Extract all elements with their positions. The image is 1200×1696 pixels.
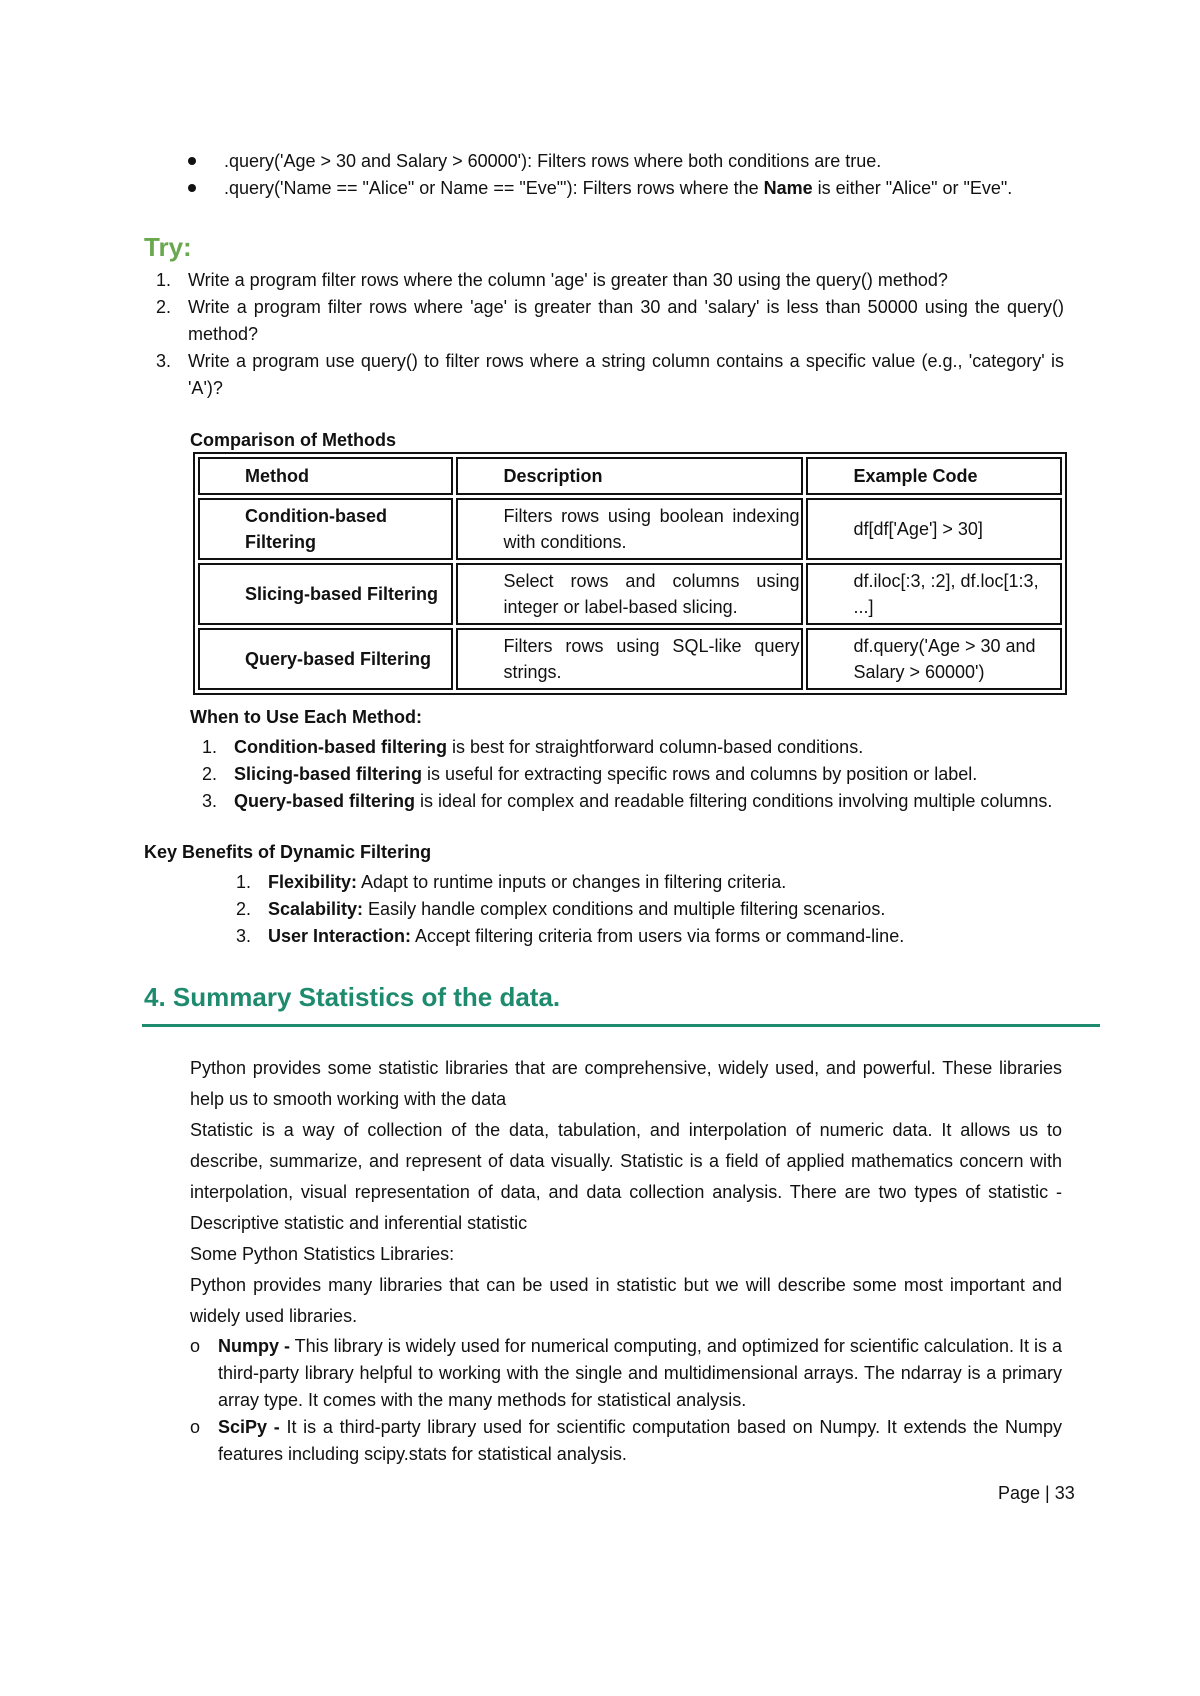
bullet-dot [188, 157, 196, 165]
column-header: Example Code [806, 457, 1062, 495]
paragraph: Statistic is a way of collection of the data, tabulation, and interpolation of numeric data. It allows us to describe, summarize, and represent of data visually. Statistic is a field of applied mathematics concern with interpolation, visual representation of data, and data collection analysis. There are two types of statistic - Descriptive statistic and inferential statistic [190, 1120, 1062, 1233]
list-item: 1. Flexibility: Adapt to runtime inputs or changes in filtering criteria. [236, 872, 787, 892]
comparison-table [193, 452, 1067, 695]
list-item: 1. Write a program filter rows where the column 'age' is greater than 30 using the query() method? [156, 270, 948, 290]
benefits-heading: Key Benefits of Dynamic Filtering [144, 842, 432, 862]
table-row [198, 628, 1062, 690]
bullet-text: Filters rows where the [577, 178, 764, 198]
table-header-row [198, 457, 1062, 495]
table-row [198, 498, 1062, 560]
when-to-use-heading: When to Use Each Method: [190, 707, 423, 727]
bold-term: Name [763, 178, 813, 198]
code-snippet: .query('Name == "Alice" or Name == "Eve"'): [224, 178, 578, 198]
table-cell: Filters rows using boolean indexing with conditions. [456, 498, 803, 560]
table-cell: Slicing-based Filtering [198, 563, 453, 625]
column-header: Description [456, 457, 803, 495]
bullet-item [188, 148, 1068, 175]
list-item: 3. User Interaction: Accept filtering criteria from users via forms or command-line. [236, 926, 905, 946]
when-to-use-list [190, 734, 1062, 815]
bullet-item [188, 175, 1068, 202]
paragraph: Python provides many libraries that can be used in statistic but we will describe some most important and widely used libraries. [190, 1275, 1062, 1326]
list-item: 2. Write a program filter rows where 'age' is greater than 30 and 'salary' is less than 50000 using the query() method? [156, 297, 1064, 344]
bullet-text: is either "Alice" or "Eve". [812, 178, 1013, 198]
table-cell: df.query('Age > 30 and Salary > 60000') [806, 628, 1062, 690]
table-row [198, 563, 1062, 625]
list-item: o SciPy - It is a third-party library used for scientific computation based on Numpy. It extends the Numpy features including scipy.stats for statistical analysis. [190, 1417, 1062, 1464]
section-heading: 4. Summary Statistics of the data. [144, 982, 561, 1012]
list-item: o Numpy - This library is widely used for numerical computing, and optimized for scientific calculation. It is a third-party library helpful to working with the single and multidimensional arrays. The ndarray is a primary array type. It comes with the many methods for statistical analysis. [190, 1336, 1062, 1410]
table-cell: df[df['Age'] > 30] [806, 498, 1062, 560]
libraries-list [190, 1333, 1062, 1468]
column-header: Method [198, 457, 453, 495]
paragraph: Some Python Statistics Libraries: [190, 1244, 455, 1264]
table-cell: df.iloc[:3, :2], df.loc[1:3, ...] [806, 563, 1062, 625]
table-cell: Condition-based Filtering [198, 498, 453, 560]
table-cell: Query-based Filtering [198, 628, 453, 690]
table-cell: Select rows and columns using integer or label-based slicing. [456, 563, 803, 625]
paragraph: Python provides some statistic libraries that are comprehensive, widely used, and powerful. These libraries help us to smooth working with the data [190, 1058, 1062, 1109]
section-divider [142, 1024, 1100, 1027]
list-item: 3. Query-based filtering is ideal for complex and readable filtering conditions involving multiple columns. [202, 791, 1053, 811]
bullet-text: Filters rows where both conditions are true. [532, 151, 882, 171]
list-item: 3. Write a program use query() to filter rows where a string column contains a specific value (e.g., 'category' is 'A')? [156, 351, 1064, 398]
bullet-dot [188, 184, 196, 192]
list-item: 1. Condition-based filtering is best for straightforward column-based conditions. [202, 737, 864, 757]
list-item: 2. Slicing-based filtering is useful for extracting specific rows and columns by position or label. [202, 764, 978, 784]
list-item: 2. Scalability: Easily handle complex conditions and multiple filtering scenarios. [236, 899, 886, 919]
try-heading: Try: [144, 232, 192, 262]
try-list [144, 267, 1064, 402]
table-caption: Comparison of Methods [190, 430, 396, 450]
page-number: Page | 33 [998, 1483, 1075, 1503]
code-snippet: .query('Age > 30 and Salary > 60000'): [224, 151, 533, 171]
benefits-list [224, 869, 1062, 950]
table-cell: Filters rows using SQL-like query strings. [456, 628, 803, 690]
